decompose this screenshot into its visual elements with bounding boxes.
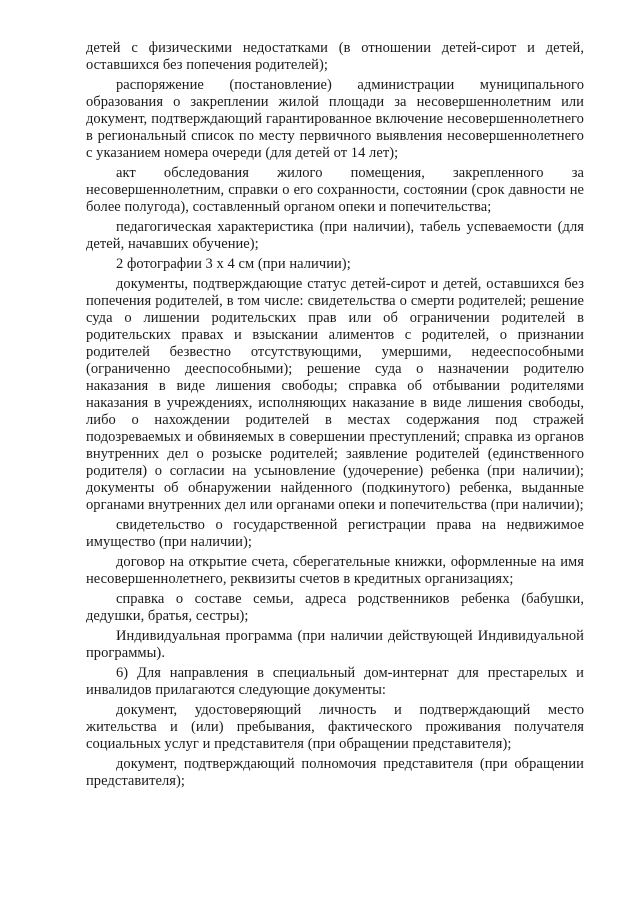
paragraph-representative-authority: документ, подтверждающий полномочия представителя (при обращении представителя);: [86, 756, 584, 789]
paragraph-housing-order: распоряжение (постановление) администрации муниципального образования о закреплении жилой площади за несовершеннолетним или документ, подтверждающий гарантированное включение несовершеннолетнего в региональный список по месту первичного выявления несовершеннолетнего с указанием номера очереди (для детей от 14 лет);: [86, 77, 584, 161]
paragraph-photos: 2 фотографии 3 х 4 см (при наличии);: [116, 256, 351, 272]
paragraph-orphan-status-documents: документы, подтверждающие статус детей-сирот и детей, оставшихся без попечения родителей, в том числе: свидетельства о смерти родителей; решение суда о лишении родительских прав или об ограничении родителей в родительских правах и взыскании алиментов с родителей, о признании родителей безвестно отсутствующими, умершими, недееспособными (ограниченно дееспособными); решение суда о назначении родителю наказания в виде лишения свободы; справка об отбывании родителями наказания в учреждениях, исполняющих наказание в виде лишения свободы, либо о нахождении родителей в местах содержания под стражей подозреваемых и обвиняемых в совершении преступлений; справка из органов внутренних дел о розыске родителей; заявление родителей (единственного родителя) о согласии на усыновление (удочерение) ребенка (при наличии); документы об обнаружении найденного (подкинутого) ребенка, выданные органами внутренних дел или органами опеки и попечительства (при наличии);: [86, 276, 584, 513]
paragraph-identity-document: документ, удостоверяющий личность и подтверждающий место жительства и (или) пребывания, фактического проживания получателя социальных услуг и представителя (при обращении представителя);: [86, 702, 584, 752]
paragraph-pedagogical-characteristic: педагогическая характеристика (при наличии), табель успеваемости (для детей, начавших обучение);: [86, 219, 584, 252]
paragraph-property-certificate: свидетельство о государственной регистрации права на недвижимое имущество (при наличии);: [86, 517, 584, 550]
paragraph-disabled-children: детей с физическими недостатками (в отношении детей-сирот и детей, оставшихся без попечения родителей);: [86, 40, 584, 73]
paragraph-family-composition: справка о составе семьи, адреса родственников ребенка (бабушки, дедушки, братья, сестры);: [86, 591, 584, 624]
paragraph-housing-inspection-act: акт обследования жилого помещения, закрепленного за несовершеннолетним, справки о его сохранности, состоянии (срок давности не более полугода), составленный органом опеки и попечительства;: [86, 165, 584, 215]
paragraph-section-6-heading: 6) Для направления в специальный дом-интернат для престарелых и инвалидов прилагаются следующие документы:: [86, 665, 584, 698]
paragraph-bank-accounts: договор на открытие счета, сберегательные книжки, оформленные на имя несовершеннолетнего, реквизиты счетов в кредитных организациях;: [86, 554, 584, 587]
paragraph-individual-program: Индивидуальная программа (при наличии действующей Индивидуальной программы).: [86, 628, 584, 661]
